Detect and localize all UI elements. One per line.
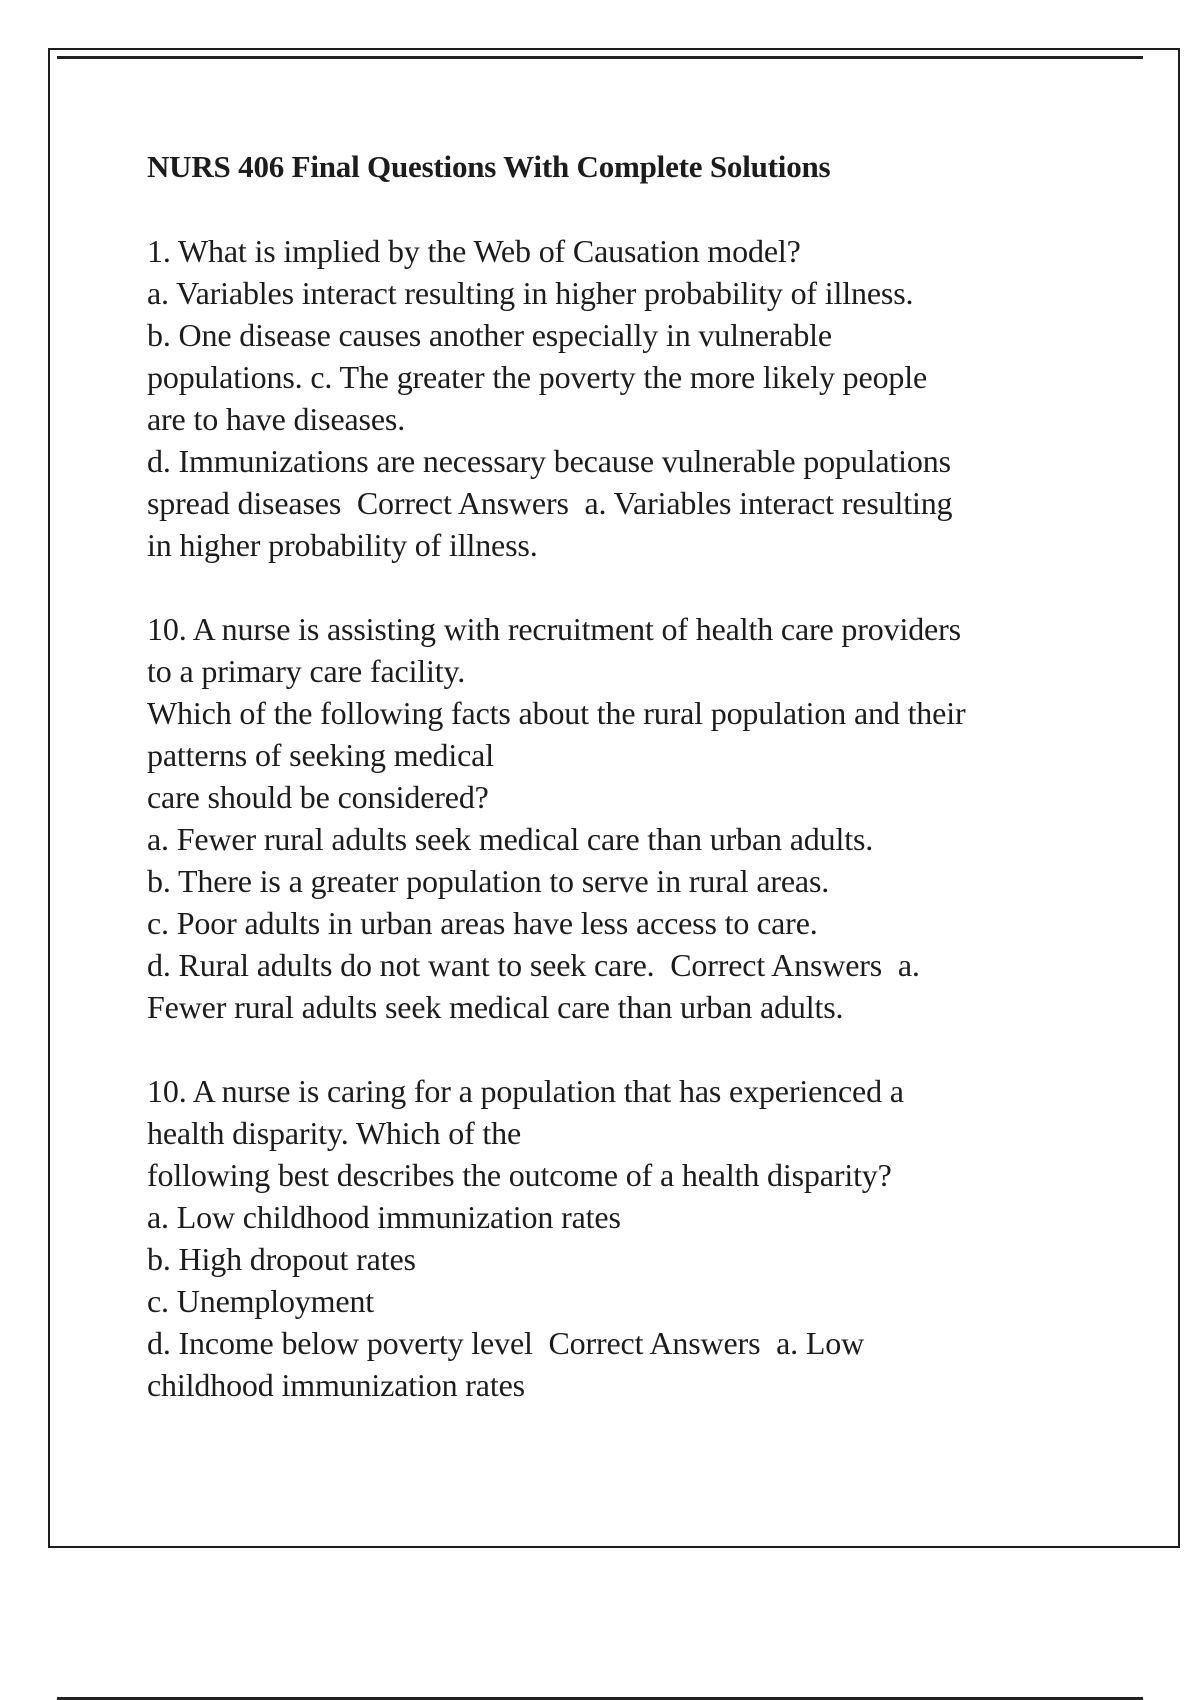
answer-option: b. There is a greater population to serve in rural areas. [147, 863, 830, 899]
answer-option: c. Poor adults in urban areas have less access to care. [147, 905, 818, 941]
correct-answer-line: d. Rural adults do not want to seek care. Correct Answers a. [147, 947, 920, 983]
answer-option: c. Unemployment [147, 1283, 375, 1319]
correct-answer-line: Fewer rural adults seek medical care than urban adults. [147, 989, 844, 1025]
question-stem: 10. A nurse is caring for a population that has experienced a [147, 1073, 904, 1109]
question-stem: 1. What is implied by the Web of Causation model? [147, 233, 801, 269]
answer-option: a. Variables interact resulting in higher probability of illness. [147, 275, 914, 311]
question-block-2 [147, 608, 1147, 1028]
correct-answer-line: childhood immunization rates [147, 1367, 525, 1403]
answer-option: are to have diseases. [147, 401, 406, 437]
question-stem: to a primary care facility. [147, 653, 466, 689]
answer-option: a. Low childhood immunization rates [147, 1199, 621, 1235]
document-body [147, 146, 1147, 1448]
correct-answer-line: in higher probability of illness. [147, 527, 538, 563]
question-block-1 [147, 230, 1147, 566]
question-stem: following best describes the outcome of a health disparity? [147, 1157, 892, 1193]
document-title: NURS 406 Final Questions With Complete Solutions [147, 149, 831, 184]
question-stem: 10. A nurse is assisting with recruitment of health care providers [147, 611, 961, 647]
question-stem: Which of the following facts about the rural population and their [147, 695, 966, 731]
question-stem: health disparity. Which of the [147, 1115, 522, 1151]
correct-answer-line: spread diseases Correct Answers a. Variables interact resulting [147, 485, 953, 521]
answer-option: a. Fewer rural adults seek medical care than urban adults. [147, 821, 874, 857]
question-stem: care should be considered? [147, 779, 489, 815]
correct-answer-line: d. Income below poverty level Correct Answers a. Low [147, 1325, 865, 1361]
answer-option: b. High dropout rates [147, 1241, 416, 1277]
answer-option: d. Immunizations are necessary because vulnerable populations [147, 443, 951, 479]
question-block-3 [147, 1070, 1147, 1406]
answer-option: b. One disease causes another especially in vulnerable [147, 317, 832, 353]
answer-option: populations. c. The greater the poverty the more likely people [147, 359, 928, 395]
question-stem: patterns of seeking medical [147, 737, 494, 773]
header-rule [57, 56, 1143, 59]
